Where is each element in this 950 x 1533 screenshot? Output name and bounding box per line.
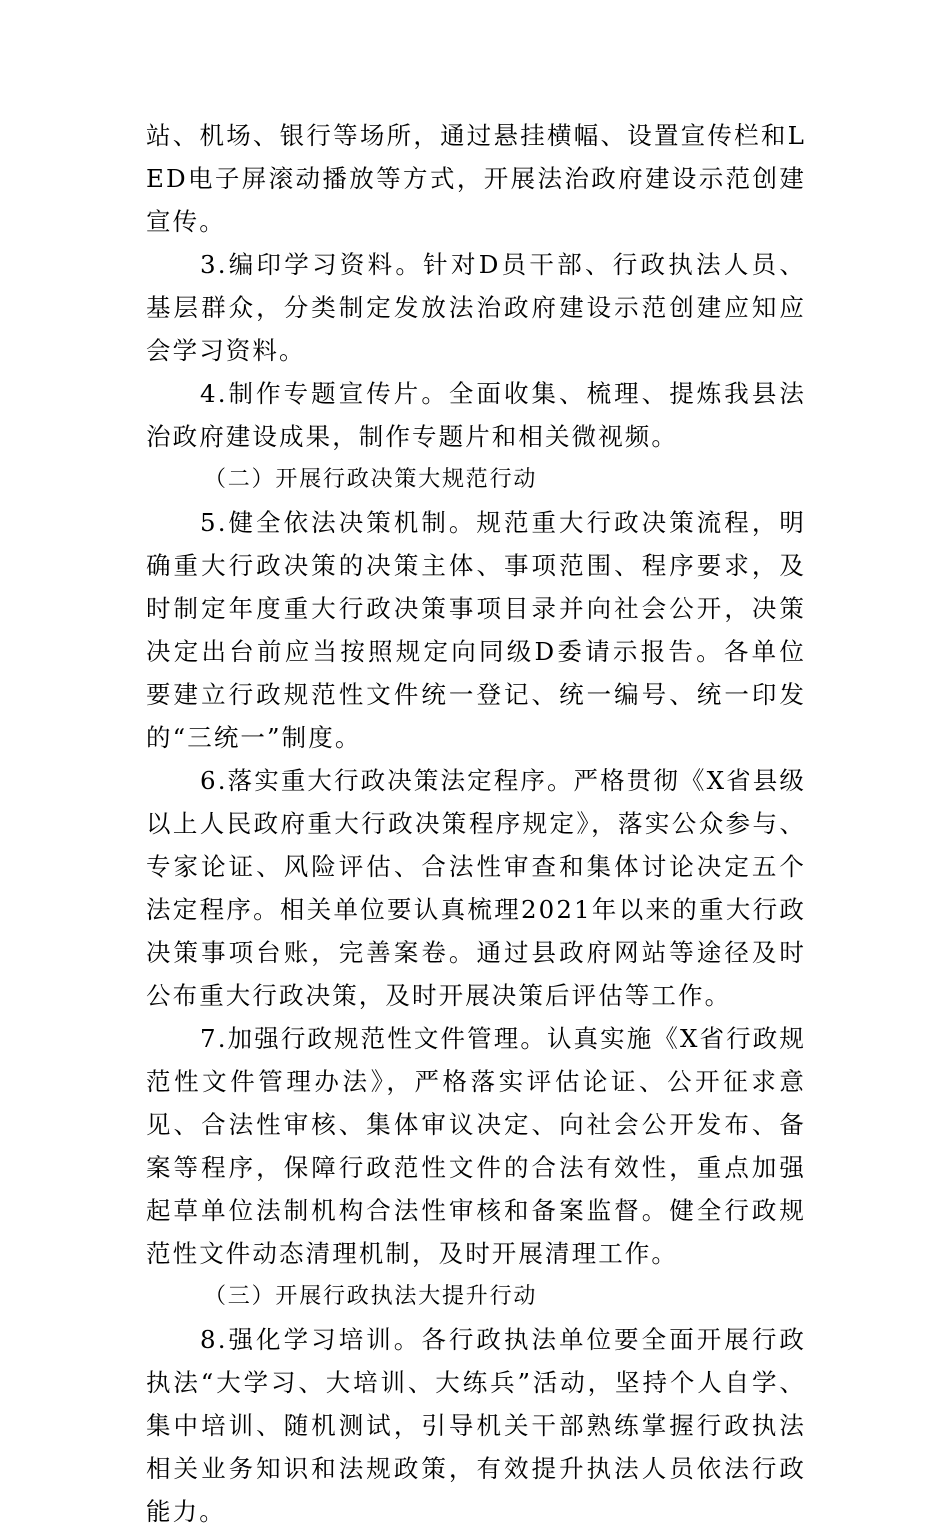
paragraph-continuation: 站、机场、银行等场所，通过悬挂横幅、设置宣传栏和LED电子屏滚动播放等方式，开展法治政府建设示范创建宣传。: [146, 121, 806, 236]
section-heading-3: （三）开展行政执法大提升行动: [204, 1284, 538, 1309]
paragraph-item-5: 5.健全依法决策机制。规范重大行政决策流程，明确重大行政决策的决策主体、事项范围、程序要求，及时制定年度重大行政决策事项目录并向社会公开，决策决定出台前应当按照规定向同级D委请示报告。各单位要建立行政规范性文件统一登记、统一编号、统一印发的“三统一”制度。: [146, 508, 806, 752]
section-heading-2: （二）开展行政决策大规范行动: [204, 467, 538, 492]
paragraph-item-6: 6.落实重大行政决策法定程序。严格贯彻《X省县级以上人民政府重大行政决策程序规定》，落实公众参与、专家论证、风险评估、合法性审查和集体讨论决定五个法定程序。相关单位要认真梳理2021年以来的重大行政决策事项台账，完善案卷。通过县政府网站等途径及时公布重大行政决策，及时开展决策后评估等工作。: [146, 766, 806, 1010]
paragraph-item-3: 3.编印学习资料。针对D员干部、行政执法人员、基层群众，分类制定发放法治政府建设示范创建应知应会学习资料。: [146, 250, 806, 365]
paragraph-item-8: 8.强化学习培训。各行政执法单位要全面开展行政执法“大学习、大培训、大练兵”活动，坚持个人自学、集中培训、随机测试，引导机关干部熟练掌握行政执法相关业务知识和法规政策，有效提升执法人员依法行政能力。: [146, 1325, 806, 1526]
document-body: [146, 114, 806, 1533]
paragraph-item-7: 7.加强行政规范性文件管理。认真实施《X省行政规范性文件管理办法》，严格落实评估论证、公开征求意见、合法性审核、集体审议决定、向社会公开发布、备案等程序，保障行政范性文件的合法有效性，重点加强起草单位法制机构合法性审核和备案监督。健全行政规范性文件动态清理机制，及时开展清理工作。: [146, 1024, 806, 1268]
paragraph-item-4: 4.制作专题宣传片。全面收集、梳理、提炼我县法治政府建设成果，制作专题片和相关微视频。: [146, 379, 806, 451]
